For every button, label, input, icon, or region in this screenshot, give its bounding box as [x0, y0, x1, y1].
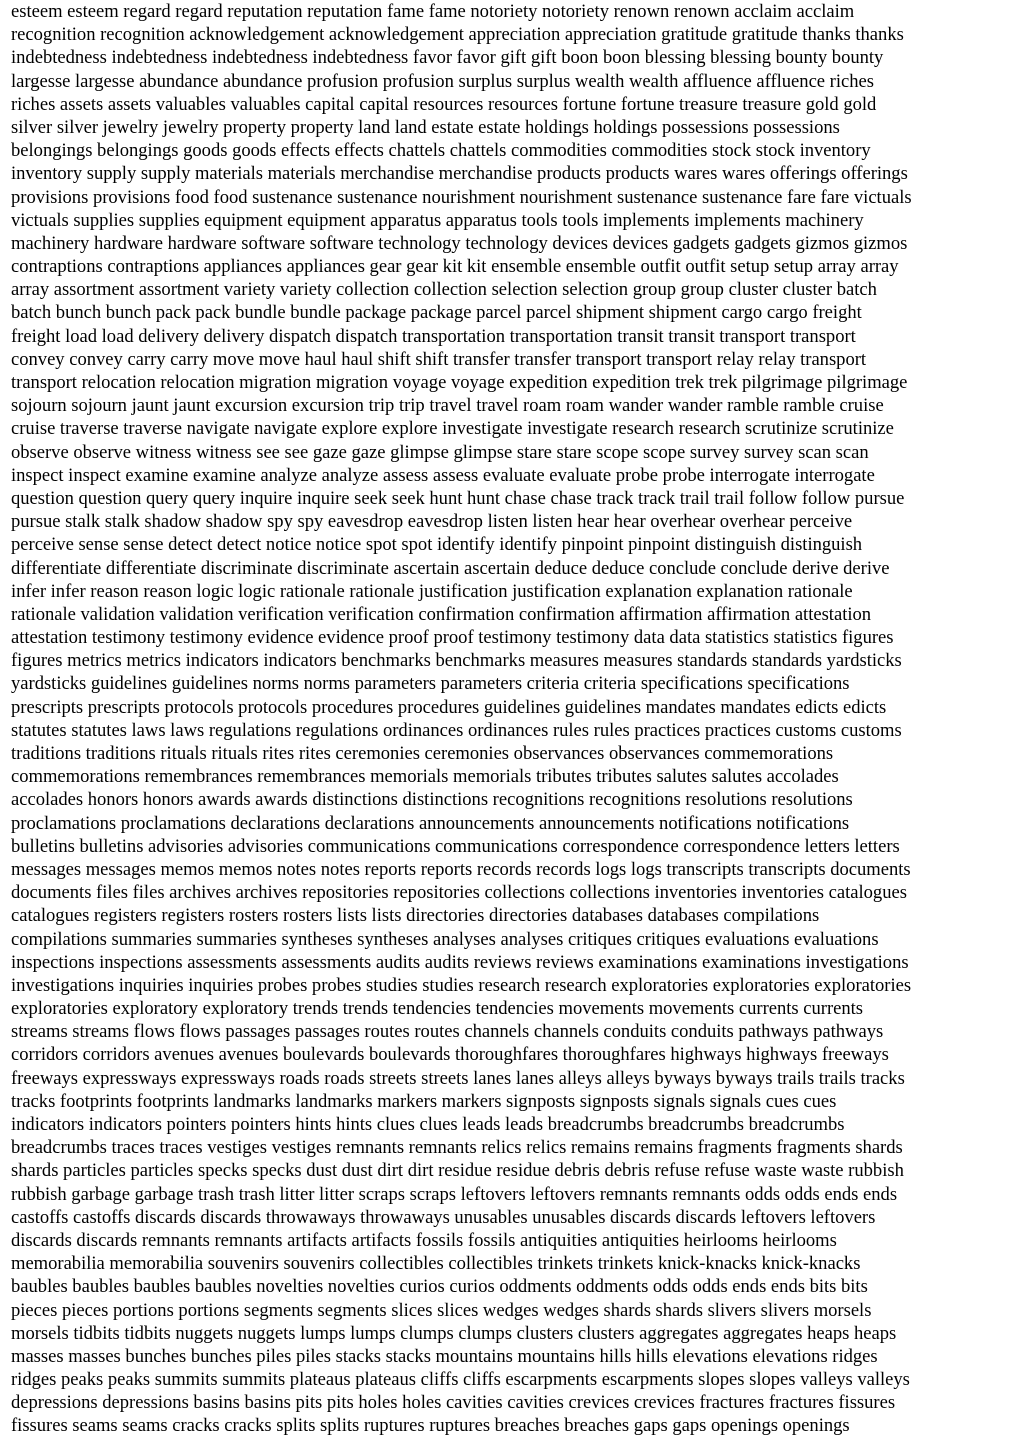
- text-line: castoffs castoffs discards discards throwaways throwaways unusables unusables discards discards leftovers leftovers: [11, 1206, 876, 1228]
- text-line: array assortment assortment variety variety collection collection selection selection group group cluster cluster batch: [11, 279, 877, 301]
- text-line: discards discards remnants remnants artifacts artifacts fossils fossils antiquities antiquities heirlooms heirlooms: [11, 1229, 837, 1251]
- text-line: fissures seams seams cracks cracks splits splits ruptures ruptures breaches breaches gaps gaps openings openings: [11, 1415, 850, 1437]
- text-line: perceive sense sense detect detect notice notice spot spot identify identify pinpoint pinpoint distinguish distinguish: [11, 534, 863, 556]
- text-line: catalogues registers registers rosters rosters lists lists directories directories databases databases compilations: [11, 905, 820, 927]
- text-line: silver silver jewelry jewelry property property land land estate estate holdings holdings possessions possessions: [11, 116, 840, 138]
- text-line: observe observe witness witness see see gaze gaze glimpse glimpse stare stare scope scope survey survey scan scan: [11, 441, 869, 463]
- text-line: convey convey carry carry move move haul haul shift shift transfer transfer transport transport relay relay transport: [11, 348, 867, 370]
- text-line: morsels tidbits tidbits nuggets nuggets lumps lumps clumps clumps clusters clusters aggregates aggregates heaps heaps: [11, 1322, 897, 1344]
- text-line: bulletins bulletins advisories advisories communications communications correspondence correspondence letters letters: [11, 835, 900, 857]
- text-line: indebtedness indebtedness indebtedness indebtedness favor favor gift gift boon boon blessing blessing bounty bounty: [11, 47, 884, 69]
- text-line: proclamations proclamations declarations declarations announcements announcements notifications notifications: [11, 812, 850, 834]
- text-line: investigations inquiries inquiries probes probes studies studies research research exploratories exploratories exploratories: [11, 974, 912, 996]
- text-line: riches assets assets valuables valuables capital capital resources resources fortune fortune treasure treasure gold gold: [11, 93, 877, 115]
- text-line: sojourn sojourn jaunt jaunt excursion excursion trip trip travel travel roam roam wander wander ramble ramble cruise: [11, 395, 884, 417]
- text-line: indicators indicators pointers pointers hints hints clues clues leads leads breadcrumbs breadcrumbs breadcrumbs: [11, 1114, 845, 1135]
- text-line: inspect inspect examine examine analyze analyze assess assess evaluate evaluate probe probe interrogate interrogate: [11, 464, 875, 486]
- text-line: masses masses bunches bunches piles piles stacks stacks mountains mountains hills hills elevations elevations ridges: [11, 1345, 878, 1367]
- text-line: recognition recognition acknowledgement acknowledgement appreciation appreciation gratitude gratitude thanks thanks: [11, 24, 904, 46]
- text-line: breadcrumbs traces traces vestiges vestiges remnants remnants relics relics remains remains fragments fragments shards: [11, 1137, 903, 1159]
- text-line: memorabilia memorabilia souvenirs souvenirs collectibles collectibles trinkets trinkets knick-knacks knick-knacks: [11, 1253, 861, 1275]
- text-line: rationale validation validation verification verification confirmation confirmation affirmation affirmation attestation: [11, 603, 872, 625]
- text-line: esteem esteem regard regard reputation reputation fame fame notoriety notoriety renown renown acclaim acclaim: [11, 1, 855, 22]
- text-line: ridges peaks peaks summits summits plateaus plateaus cliffs cliffs escarpments escarpments slopes slopes valleys valleys: [11, 1369, 910, 1391]
- text-line: pursue stalk stalk shadow shadow spy spy eavesdrop eavesdrop listen listen hear hear overhear overhear perceive: [11, 511, 853, 533]
- text-line: attestation testimony testimony evidence evidence proof proof testimony testimony data data statistics statistics figures: [11, 627, 894, 649]
- text-line: exploratories exploratory exploratory trends trends tendencies tendencies movements movements currents currents: [11, 998, 863, 1020]
- text-line: rubbish garbage garbage trash trash litter litter scraps scraps leftovers leftovers remnants remnants odds odds ends ends: [11, 1183, 898, 1205]
- text-line: victuals supplies supplies equipment equipment apparatus apparatus tools tools implements implements machinery: [11, 209, 864, 231]
- text-line: belongings belongings goods goods effects effects chattels chattels commodities commodities stock stock inventory: [11, 140, 871, 162]
- text-line: prescripts prescripts protocols protocols procedures procedures guidelines guidelines mandates mandates edicts edicts: [11, 696, 887, 718]
- text-line: documents files files archives archives repositories repositories collections collections inventories inventories catalogues: [11, 882, 907, 904]
- text-line: yardsticks guidelines guidelines norms norms parameters parameters criteria criteria specifications specifications: [11, 673, 850, 695]
- text-line: inspections inspections assessments assessments audits audits reviews reviews examinations examinations investigations: [11, 951, 909, 973]
- text-line: largesse largesse abundance abundance profusion profusion surplus surplus wealth wealth affluence affluence riches: [11, 70, 874, 92]
- text-line: compilations summaries summaries syntheses syntheses analyses analyses critiques critiques evaluations evaluations: [11, 928, 879, 950]
- text-line: freeways expressways expressways roads roads streets streets lanes lanes alleys alleys byways byways trails trails tracks: [11, 1067, 905, 1089]
- text-line: baubles baubles baubles baubles novelties novelties curios curios oddments oddments odds odds ends ends bits bits: [11, 1276, 868, 1298]
- text-line: provisions provisions food food sustenance sustenance nourishment nourishment sustenance sustenance fare fare victuals: [11, 186, 912, 208]
- text-line: freight load load delivery delivery dispatch dispatch transportation transportation transit transit transport transport: [11, 325, 856, 347]
- text-line: depressions depressions basins basins pits pits holes holes cavities cavities crevices crevices fractures fractures fissures: [11, 1392, 896, 1414]
- text-line: commemorations remembrances remembrances memorials memorials tributes tributes salutes salutes accolades: [11, 766, 839, 788]
- text-line: figures metrics metrics indicators indicators benchmarks benchmarks measures measures standards standards yardsticks: [11, 650, 902, 672]
- text-line: differentiate differentiate discriminate discriminate ascertain ascertain deduce deduce conclude conclude derive derive: [11, 557, 890, 579]
- text-line: inventory supply supply materials materials merchandise merchandise products products wares wares offerings offerings: [11, 163, 908, 185]
- text-line: pieces pieces portions portions segments segments slices slices wedges wedges shards shards slivers slivers morsels: [11, 1299, 872, 1321]
- text-line: transport relocation relocation migration migration voyage voyage expedition expedition trek trek pilgrimage pilgrimage: [11, 372, 908, 393]
- text-line: tracks footprints footprints landmarks landmarks markers markers signposts signposts signals signals cues cues: [11, 1090, 837, 1112]
- text-line: traditions traditions rituals rituals rites rites ceremonies ceremonies observances observances commemorations: [11, 743, 834, 764]
- document-body: [11, 0, 1021, 1438]
- text-line: infer infer reason reason logic logic rationale rationale justification justification explanation explanation rationale: [11, 580, 853, 602]
- text-line: batch bunch bunch pack pack bundle bundle package package parcel parcel shipment shipment cargo cargo freight: [11, 302, 862, 324]
- text-line: shards particles particles specks specks dust dust dirt dirt residue residue debris debris refuse refuse waste waste rubbish: [11, 1160, 904, 1182]
- text-line: corridors corridors avenues avenues boulevards boulevards thoroughfares thoroughfares highways highways freeways: [11, 1044, 889, 1066]
- text-line: messages messages memos memos notes notes reports reports records records logs logs transcripts transcripts documents: [11, 858, 911, 880]
- text-line: accolades honors honors awards awards distinctions distinctions recognitions recognitions resolutions resolutions: [11, 789, 853, 811]
- text-line: question question query query inquire inquire seek seek hunt hunt chase chase track track trail trail follow follow pursue: [11, 487, 905, 509]
- text-line: machinery hardware hardware software software technology technology devices devices gadgets gadgets gizmos gizmos: [11, 232, 908, 254]
- text-line: streams streams flows flows passages passages routes routes channels channels conduits conduits pathways pathways: [11, 1021, 884, 1043]
- text-line: contraptions contraptions appliances appliances gear gear kit kit ensemble ensemble outfit outfit setup setup array array: [11, 256, 899, 278]
- text-line: cruise traverse traverse navigate navigate explore explore investigate investigate research research scrutinize scrutinize: [11, 418, 894, 440]
- text-line: statutes statutes laws laws regulations regulations ordinances ordinances rules rules practices practices customs customs: [11, 719, 902, 741]
